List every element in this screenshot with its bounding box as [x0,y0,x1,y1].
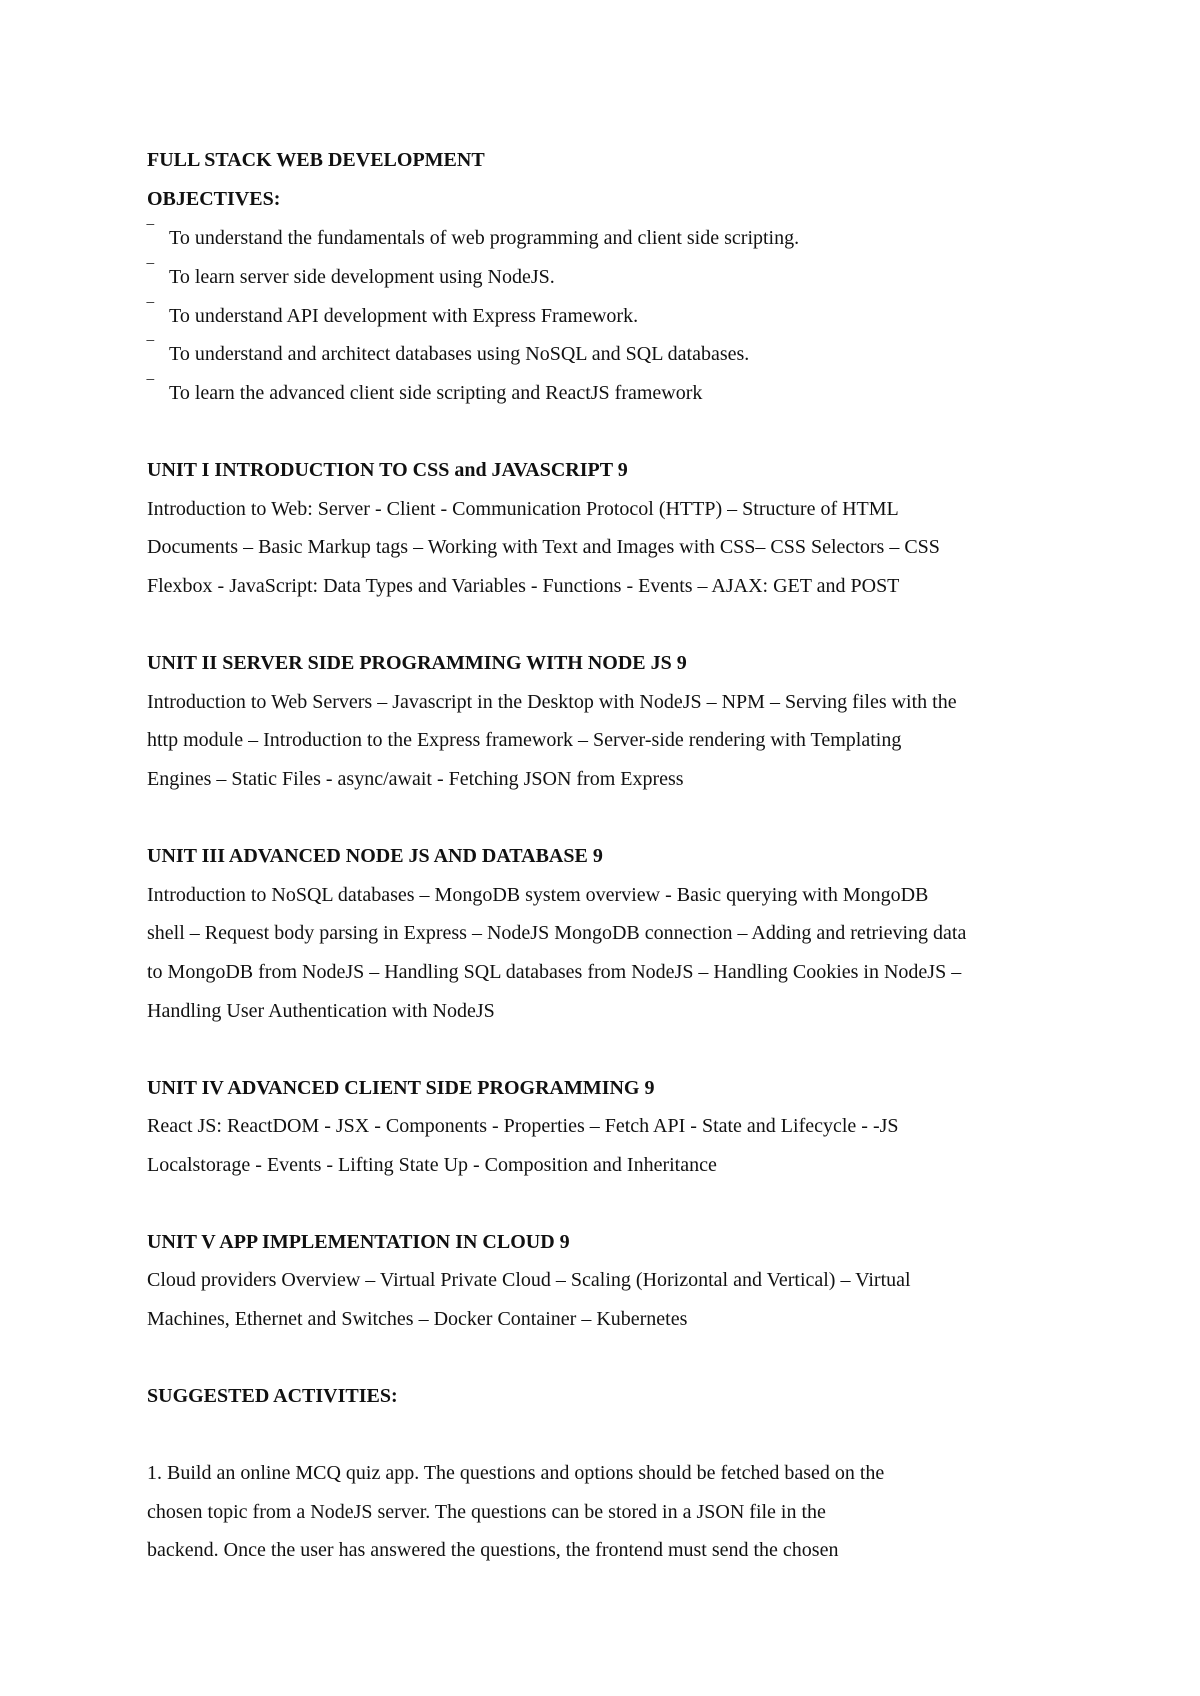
unit-body-line: Handling User Authentication with NodeJS [147,1000,495,1022]
unit-body-line: React JS: ReactDOM - JSX - Components - Properties – Fetch API - State and Lifecycle - -JS [147,1115,899,1137]
objective-text: To learn server side development using NodeJS. [169,266,555,288]
activity-line: backend. Once the user has answered the questions, the frontend must send the chosen [147,1539,839,1561]
objectives-heading: OBJECTIVES: [147,188,281,210]
unit-heading: UNIT IV ADVANCED CLIENT SIDE PROGRAMMING 9 [147,1077,655,1099]
objective-item [147,378,703,405]
unit-heading: UNIT III ADVANCED NODE JS AND DATABASE 9 [147,845,603,867]
objective-text: To understand API development with Express Framework. [169,305,639,327]
unit-heading: UNIT V APP IMPLEMENTATION IN CLOUD 9 [147,1231,570,1253]
bullet-dash-icon: ‾ [147,301,154,323]
objective-item [147,223,800,250]
unit-body-line: Introduction to NoSQL databases – MongoDB system overview - Basic querying with MongoDB [147,884,929,906]
unit-body-line: to MongoDB from NodeJS – Handling SQL databases from NodeJS – Handling Cookies in NodeJS – [147,961,962,983]
unit-heading: UNIT I INTRODUCTION TO CSS and JAVASCRIPT 9 [147,459,628,481]
objective-item [147,301,639,328]
unit-body-line: shell – Request body parsing in Express – NodeJS MongoDB connection – Adding and retrieving data [147,922,967,944]
activity-line: chosen topic from a NodeJS server. The questions can be stored in a JSON file in the [147,1501,826,1523]
bullet-dash-icon: ‾ [147,223,154,245]
bullet-dash-icon: ‾ [147,262,154,284]
objective-text: To learn the advanced client side scripting and ReactJS framework [169,382,703,404]
unit-body-line: Machines, Ethernet and Switches – Docker Container – Kubernetes [147,1308,688,1330]
unit-heading: UNIT II SERVER SIDE PROGRAMMING WITH NODE JS 9 [147,652,687,674]
activities-heading: SUGGESTED ACTIVITIES: [147,1385,398,1407]
unit-body-line: Flexbox - JavaScript: Data Types and Variables - Functions - Events – AJAX: GET and POST [147,575,900,597]
unit-body-line: Introduction to Web Servers – Javascript in the Desktop with NodeJS – NPM – Serving files with the [147,691,957,713]
bullet-dash-icon: ‾ [147,378,154,400]
unit-body-line: Engines – Static Files - async/await - Fetching JSON from Express [147,768,684,790]
objective-text: To understand and architect databases using NoSQL and SQL databases. [169,343,750,365]
bullet-dash-icon: ‾ [147,339,154,361]
unit-body-line: Localstorage - Events - Lifting State Up - Composition and Inheritance [147,1154,717,1176]
unit-body-line: http module – Introduction to the Express framework – Server-side rendering with Templating [147,729,902,751]
unit-body-line: Cloud providers Overview – Virtual Private Cloud – Scaling (Horizontal and Vertical) – Virtual [147,1269,911,1291]
unit-body-line: Introduction to Web: Server - Client - Communication Protocol (HTTP) – Structure of HTML [147,498,899,520]
objective-text: To understand the fundamentals of web programming and client side scripting. [169,227,800,249]
objective-item [147,339,750,366]
objective-item [147,262,555,289]
document-title: FULL STACK WEB DEVELOPMENT [147,149,485,171]
unit-body-line: Documents – Basic Markup tags – Working with Text and Images with CSS– CSS Selectors – CSS [147,536,940,558]
activity-line: 1. Build an online MCQ quiz app. The questions and options should be fetched based on the [147,1462,885,1484]
